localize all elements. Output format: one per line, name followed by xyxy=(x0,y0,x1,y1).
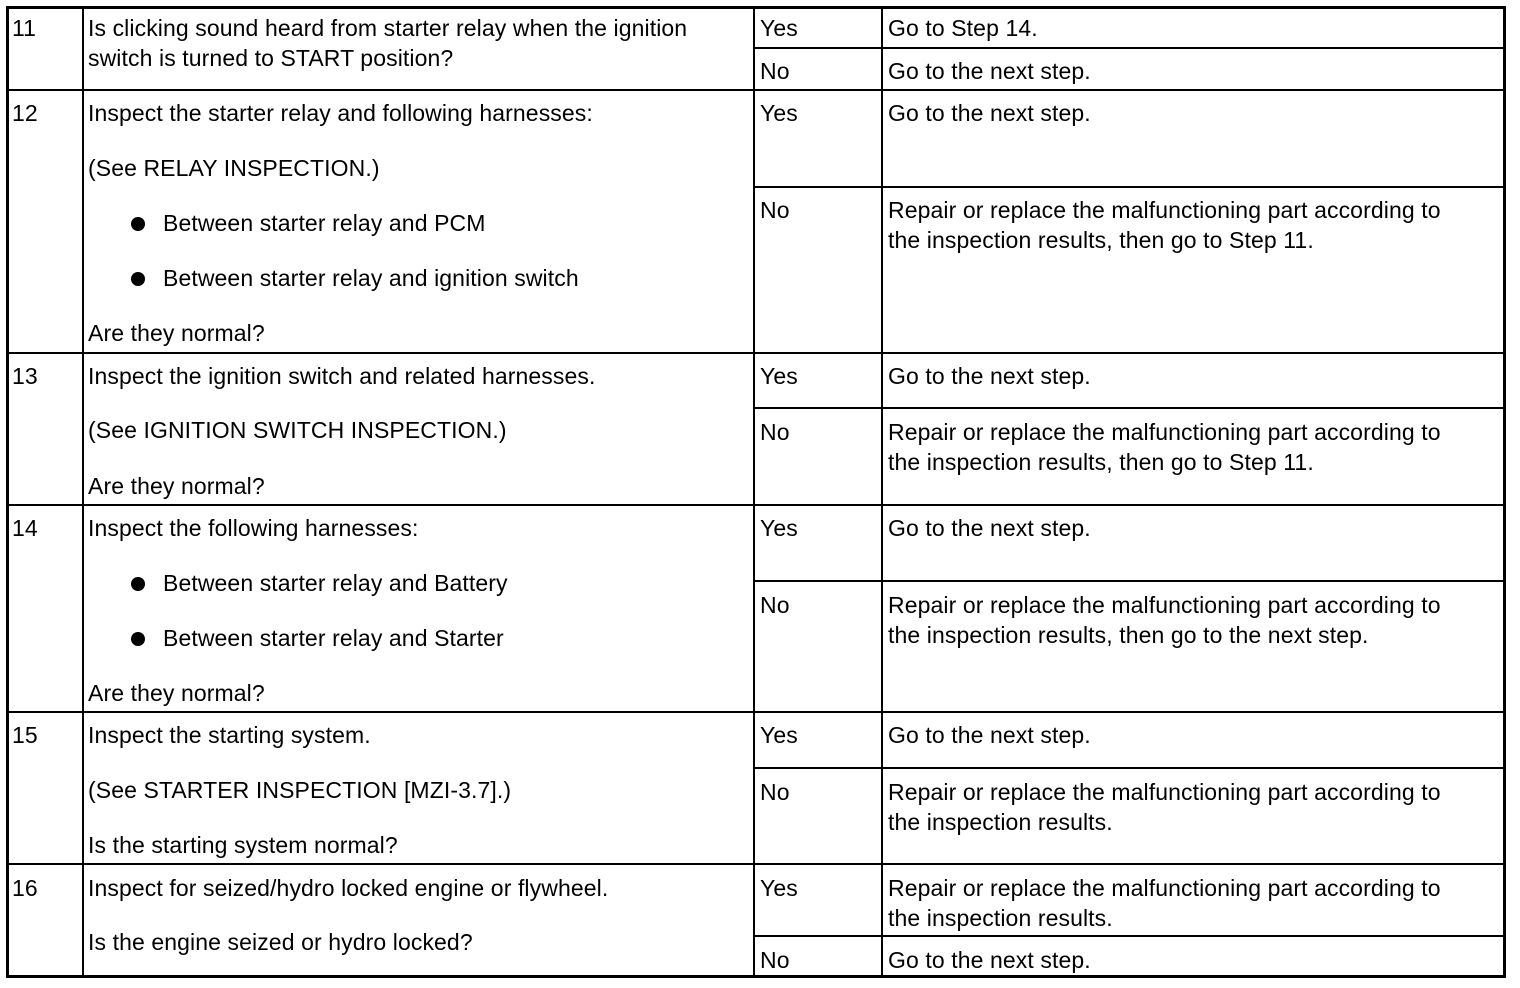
step-number: 13 xyxy=(12,363,38,389)
bullet-item: Between starter relay and Battery xyxy=(163,570,508,596)
no-action: Repair or replace the malfunctioning part according to xyxy=(888,779,1441,805)
bullet-icon xyxy=(131,577,145,591)
yes-label: Yes xyxy=(760,722,798,748)
bullet-item: Between starter relay and ignition switch xyxy=(163,265,579,291)
yes-no-divider xyxy=(753,767,1503,769)
step-inspection-text: switch is turned to START position? xyxy=(88,45,454,71)
step-reference-text: (See STARTER INSPECTION [MZI-3.7].) xyxy=(88,777,512,803)
step-number: 11 xyxy=(12,15,37,41)
no-label: No xyxy=(760,592,790,618)
yes-no-divider xyxy=(753,580,1503,582)
no-label: No xyxy=(760,947,790,973)
yes-action: Go to the next step. xyxy=(888,363,1091,389)
no-label: No xyxy=(760,197,790,223)
step-reference-text: (See RELAY INSPECTION.) xyxy=(88,155,380,181)
no-action: Repair or replace the malfunctioning part according to xyxy=(888,419,1441,445)
step-number: 15 xyxy=(12,722,38,748)
yes-no-divider xyxy=(753,407,1503,409)
row-divider xyxy=(9,89,1503,91)
diagnostic-procedure-table xyxy=(6,6,1506,978)
bullet-item: Between starter relay and PCM xyxy=(163,210,486,236)
yes-action: Go to the next step. xyxy=(888,515,1091,541)
no-action: Go to the next step. xyxy=(888,58,1091,84)
yes-label: Yes xyxy=(760,515,798,541)
yes-no-divider xyxy=(753,935,1503,937)
no-action: Go to the next step. xyxy=(888,947,1091,973)
row-divider xyxy=(9,863,1503,865)
bullet-icon xyxy=(131,272,145,286)
yes-label: Yes xyxy=(760,15,798,41)
step-inspection-text: Inspect the starting system. xyxy=(88,722,371,748)
yes-action: Repair or replace the malfunctioning part according to xyxy=(888,875,1441,901)
yes-label: Yes xyxy=(760,363,798,389)
row-divider xyxy=(9,711,1503,713)
row-divider xyxy=(9,504,1503,506)
step-number: 16 xyxy=(12,875,38,901)
no-label: No xyxy=(760,779,790,805)
row-divider xyxy=(9,352,1503,354)
step-inspection-text: Inspect for seized/hydro locked engine or flywheel. xyxy=(88,875,609,901)
no-action: the inspection results. xyxy=(888,809,1113,835)
yes-action: the inspection results. xyxy=(888,905,1113,931)
yes-label: Yes xyxy=(760,100,798,126)
step-inspection-text: Inspect the starter relay and following harnesses: xyxy=(88,100,593,126)
step-question: Is the engine seized or hydro locked? xyxy=(88,929,473,955)
bullet-icon xyxy=(131,217,145,231)
column-divider xyxy=(753,9,755,975)
step-question: Are they normal? xyxy=(88,680,265,706)
yes-no-divider xyxy=(753,186,1503,188)
no-action: Repair or replace the malfunctioning part according to xyxy=(888,592,1441,618)
yes-action: Go to the next step. xyxy=(888,722,1091,748)
step-inspection-text: Inspect the ignition switch and related harnesses. xyxy=(88,363,596,389)
yes-no-divider xyxy=(753,47,1503,49)
column-divider xyxy=(881,9,883,975)
step-number: 12 xyxy=(12,100,38,126)
yes-label: Yes xyxy=(760,875,798,901)
step-number: 14 xyxy=(12,515,38,541)
step-reference-text: (See IGNITION SWITCH INSPECTION.) xyxy=(88,417,507,443)
no-action: Repair or replace the malfunctioning part according to xyxy=(888,197,1441,223)
no-action: the inspection results, then go to Step 11. xyxy=(888,227,1314,253)
no-action: the inspection results, then go to Step 11. xyxy=(888,449,1314,475)
step-inspection-text: Inspect the following harnesses: xyxy=(88,515,419,541)
bullet-item: Between starter relay and Starter xyxy=(163,625,504,651)
yes-action: Go to Step 14. xyxy=(888,15,1038,41)
no-label: No xyxy=(760,58,790,84)
step-question: Are they normal? xyxy=(88,473,265,499)
step-question: Is the starting system normal? xyxy=(88,832,398,858)
bullet-icon xyxy=(131,632,145,646)
step-question: Are they normal? xyxy=(88,320,265,346)
no-action: the inspection results, then go to the next step. xyxy=(888,622,1369,648)
column-divider xyxy=(82,9,84,975)
no-label: No xyxy=(760,419,790,445)
yes-action: Go to the next step. xyxy=(888,100,1091,126)
step-inspection-text: Is clicking sound heard from starter relay when the ignition xyxy=(88,15,688,41)
